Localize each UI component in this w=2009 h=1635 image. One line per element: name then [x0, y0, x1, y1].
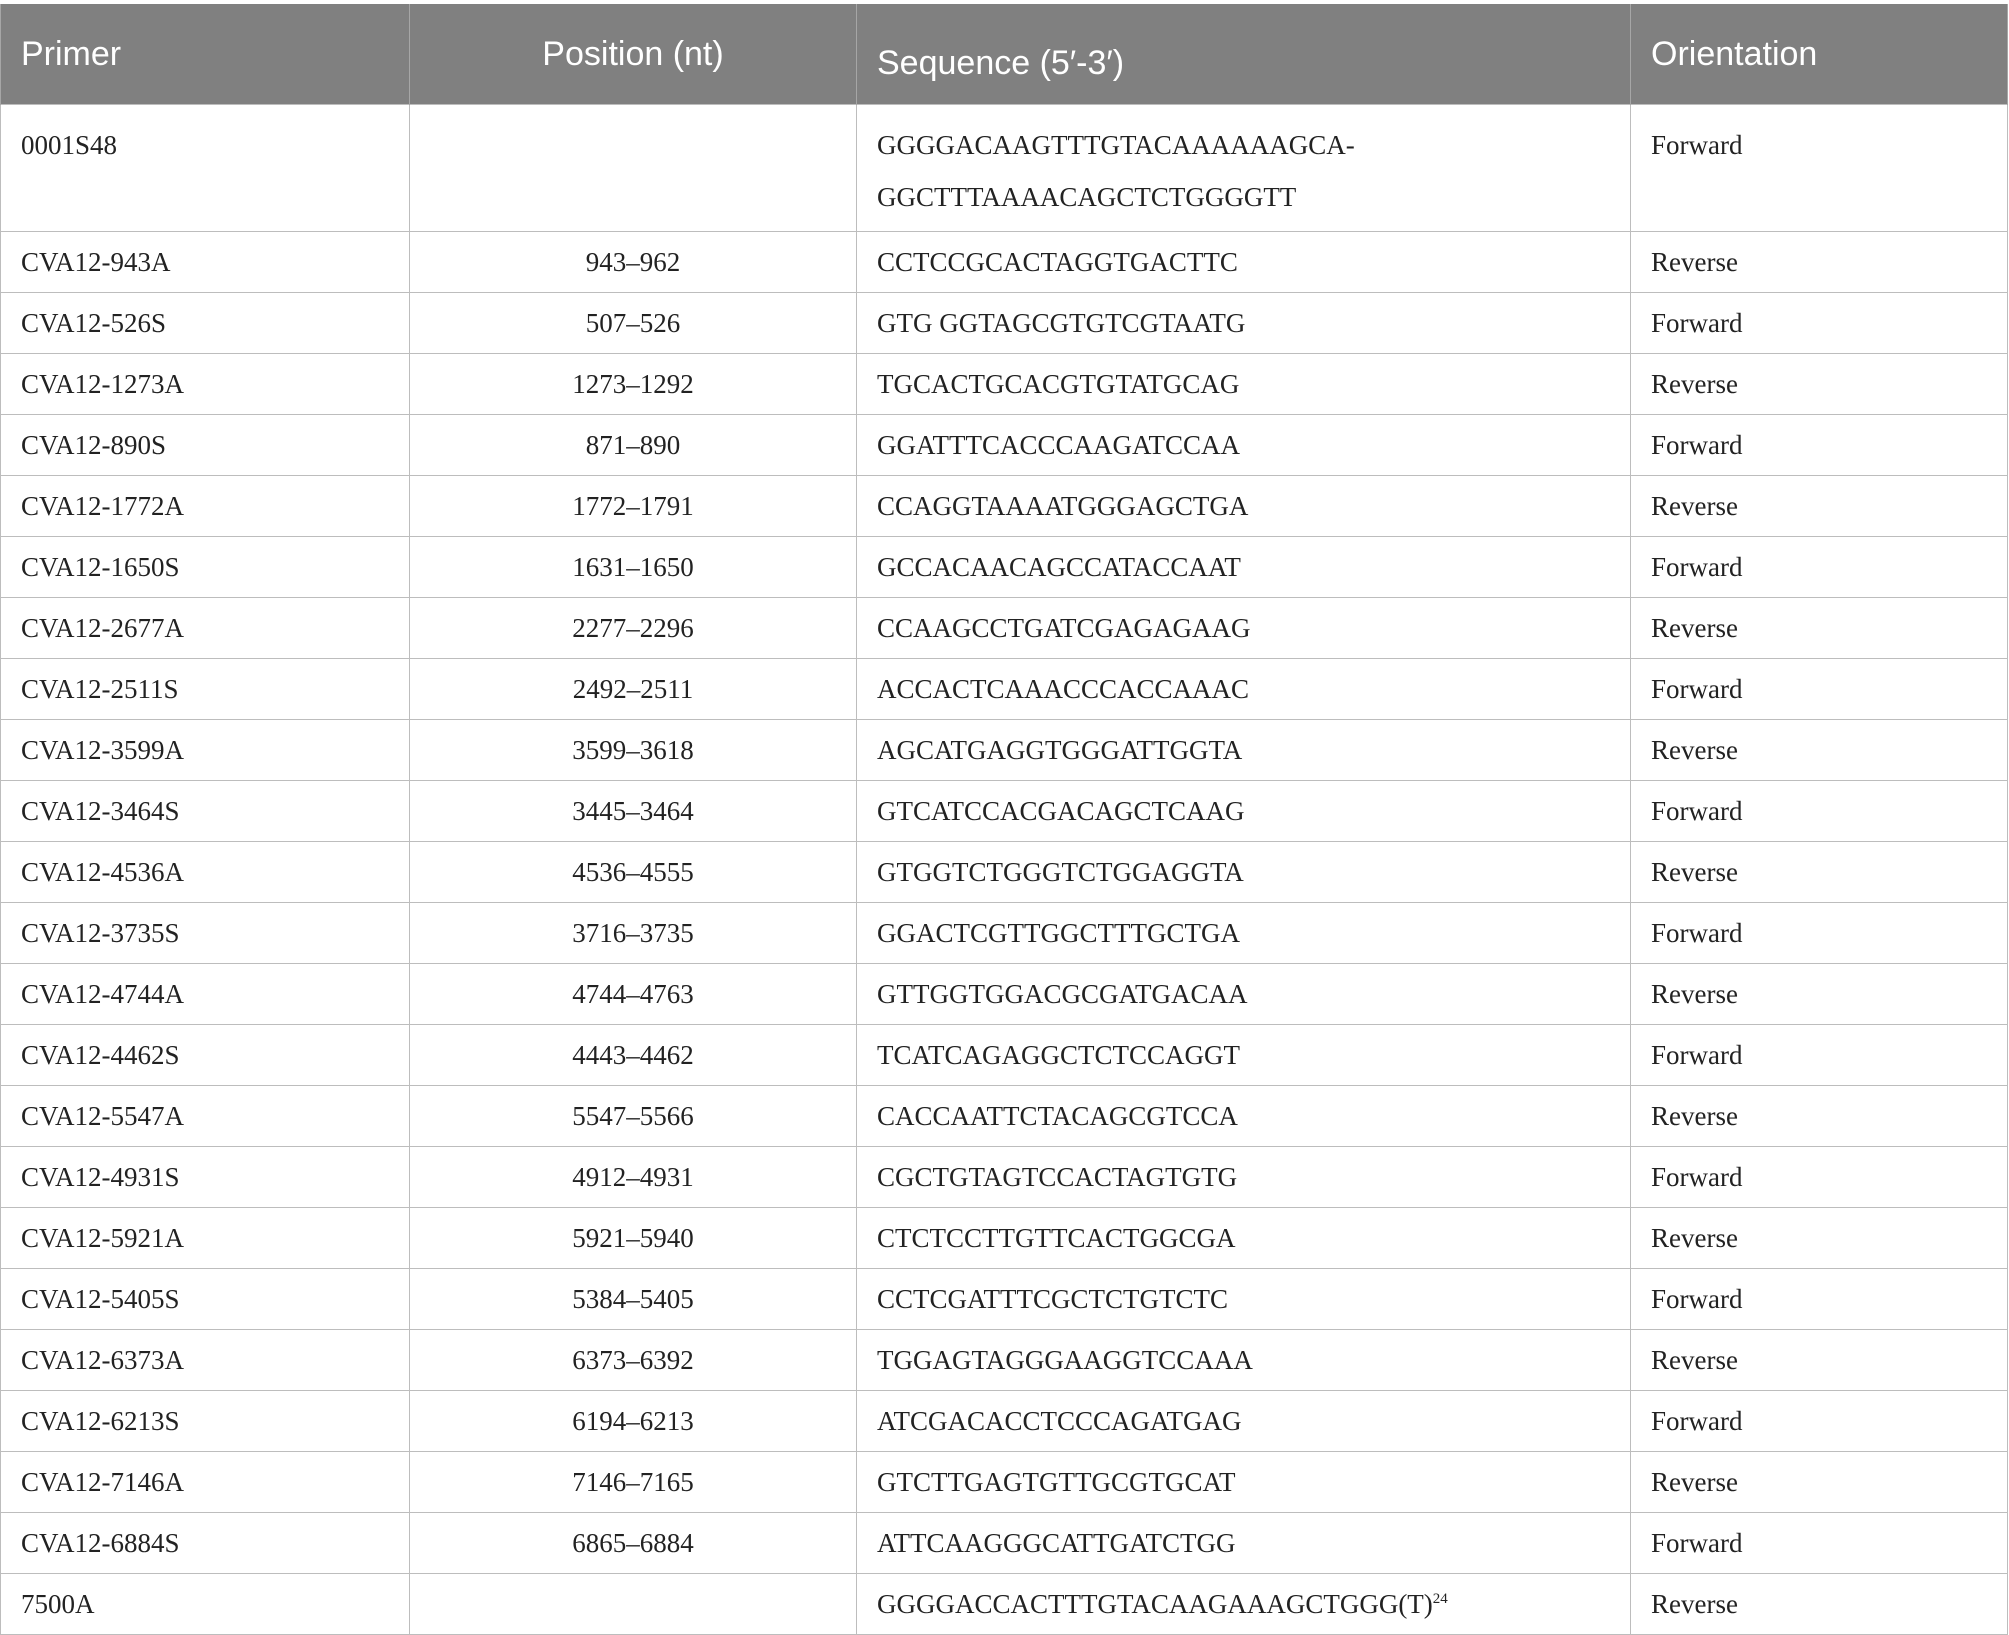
cell-primer: CVA12-7146A: [1, 1452, 410, 1513]
cell-primer: CVA12-943A: [1, 232, 410, 293]
cell-sequence: CACCAATTCTACAGCGTCCA: [857, 1086, 1631, 1147]
table-row: [1, 1208, 2008, 1269]
header-row: [1, 4, 2008, 105]
cell-primer: CVA12-1273A: [1, 354, 410, 415]
cell-orientation: Reverse: [1631, 354, 2008, 415]
cell-orientation: Reverse: [1631, 1574, 2008, 1635]
sequence-line-1: GGGGACAAGTTTGTACAAAAAAGCA-: [877, 130, 1355, 160]
cell-orientation: Reverse: [1631, 1330, 2008, 1391]
cell-sequence: CCTCGATTTCGCTCTGTCTC: [857, 1269, 1631, 1330]
cell-primer: CVA12-5547A: [1, 1086, 410, 1147]
cell-orientation: Reverse: [1631, 232, 2008, 293]
cell-position: 1273–1292: [410, 354, 857, 415]
cell-orientation: Reverse: [1631, 720, 2008, 781]
cell-position: 3599–3618: [410, 720, 857, 781]
cell-primer: CVA12-2677A: [1, 598, 410, 659]
cell-position: 5384–5405: [410, 1269, 857, 1330]
cell-orientation: Forward: [1631, 659, 2008, 720]
cell-orientation: Forward: [1631, 1147, 2008, 1208]
table-row: [1, 105, 2008, 232]
cell-orientation: Forward: [1631, 537, 2008, 598]
cell-position: 4744–4763: [410, 964, 857, 1025]
cell-sequence: CCTCCGCACTAGGTGACTTC: [857, 232, 1631, 293]
cell-position: 871–890: [410, 415, 857, 476]
cell-sequence: GCCACAACAGCCATACCAAT: [857, 537, 1631, 598]
cell-position: 3445–3464: [410, 781, 857, 842]
cell-position: 4443–4462: [410, 1025, 857, 1086]
cell-primer: CVA12-6213S: [1, 1391, 410, 1452]
cell-orientation: Forward: [1631, 1391, 2008, 1452]
table-row: [1, 720, 2008, 781]
header-orientation: Orientation: [1631, 4, 2008, 105]
table-row: [1, 1086, 2008, 1147]
cell-primer: CVA12-1650S: [1, 537, 410, 598]
cell-position: 4912–4931: [410, 1147, 857, 1208]
cell-sequence: CCAAGCCTGATCGAGAGAAG: [857, 598, 1631, 659]
cell-sequence: GTCATCCACGACAGCTCAAG: [857, 781, 1631, 842]
cell-primer: CVA12-2511S: [1, 659, 410, 720]
table-row: [1, 903, 2008, 964]
cell-orientation: Forward: [1631, 781, 2008, 842]
cell-position: 1772–1791: [410, 476, 857, 537]
cell-position: 6373–6392: [410, 1330, 857, 1391]
table-row: [1, 964, 2008, 1025]
table-row: [1, 598, 2008, 659]
cell-sequence: [857, 105, 1631, 232]
header-position: Position (nt): [410, 4, 857, 105]
table-row: [1, 354, 2008, 415]
table-row: [1, 476, 2008, 537]
header-primer: Primer: [1, 4, 410, 105]
cell-sequence: GTG GGTAGCGTGTCGTAATG: [857, 293, 1631, 354]
cell-position: 5921–5940: [410, 1208, 857, 1269]
cell-sequence: [857, 1574, 1631, 1635]
primer-table-container: [0, 4, 2007, 1635]
cell-primer: CVA12-3464S: [1, 781, 410, 842]
table-row: [1, 1513, 2008, 1574]
cell-sequence: GGACTCGTTGGCTTTGCTGA: [857, 903, 1631, 964]
cell-sequence: TCATCAGAGGCTCTCCAGGT: [857, 1025, 1631, 1086]
cell-position: 6194–6213: [410, 1391, 857, 1452]
cell-position: [410, 105, 857, 232]
cell-position: 5547–5566: [410, 1086, 857, 1147]
cell-position: 7146–7165: [410, 1452, 857, 1513]
table-row: [1, 781, 2008, 842]
cell-position: 2277–2296: [410, 598, 857, 659]
cell-primer: CVA12-526S: [1, 293, 410, 354]
cell-sequence: CGCTGTAGTCCACTAGTGTG: [857, 1147, 1631, 1208]
table-row: [1, 1452, 2008, 1513]
cell-orientation: Forward: [1631, 105, 2008, 232]
cell-primer: CVA12-6373A: [1, 1330, 410, 1391]
cell-orientation: Forward: [1631, 1269, 2008, 1330]
table-row: [1, 659, 2008, 720]
table-row: [1, 537, 2008, 598]
cell-position: 1631–1650: [410, 537, 857, 598]
cell-primer: CVA12-4931S: [1, 1147, 410, 1208]
cell-sequence: GTCTTGAGTGTTGCGTGCAT: [857, 1452, 1631, 1513]
cell-primer: CVA12-4744A: [1, 964, 410, 1025]
cell-sequence: ATCGACACCTCCCAGATGAG: [857, 1391, 1631, 1452]
cell-sequence: CTCTCCTTGTTCACTGGCGA: [857, 1208, 1631, 1269]
table-row: [1, 1330, 2008, 1391]
table-row: [1, 1025, 2008, 1086]
table-row: [1, 1269, 2008, 1330]
table-header: [1, 4, 2008, 105]
cell-primer: CVA12-3735S: [1, 903, 410, 964]
cell-orientation: Reverse: [1631, 598, 2008, 659]
cell-primer: CVA12-5405S: [1, 1269, 410, 1330]
cell-position: 6865–6884: [410, 1513, 857, 1574]
cell-primer: CVA12-3599A: [1, 720, 410, 781]
cell-position: 507–526: [410, 293, 857, 354]
table-row: [1, 1574, 2008, 1635]
cell-position: 2492–2511: [410, 659, 857, 720]
cell-orientation: Forward: [1631, 415, 2008, 476]
cell-primer: CVA12-1772A: [1, 476, 410, 537]
cell-primer: CVA12-890S: [1, 415, 410, 476]
cell-sequence: TGGAGTAGGGAAGGTCCAAA: [857, 1330, 1631, 1391]
cell-sequence: AGCATGAGGTGGGATTGGTA: [857, 720, 1631, 781]
cell-primer: 7500A: [1, 1574, 410, 1635]
sequence-line-2: GGCTTTAAAACAGCTCTGGGGTT: [877, 182, 1297, 212]
cell-sequence: GTGGTCTGGGTCTGGAGGTA: [857, 842, 1631, 903]
cell-position: [410, 1574, 857, 1635]
cell-position: 4536–4555: [410, 842, 857, 903]
cell-sequence: CCAGGTAAAATGGGAGCTGA: [857, 476, 1631, 537]
table-row: [1, 232, 2008, 293]
cell-sequence: GTTGGTGGACGCGATGACAA: [857, 964, 1631, 1025]
cell-position: 3716–3735: [410, 903, 857, 964]
cell-orientation: Forward: [1631, 293, 2008, 354]
header-sequence: Sequence (5′-3′): [857, 4, 1631, 105]
cell-sequence: GGATTTCACCCAAGATCCAA: [857, 415, 1631, 476]
cell-orientation: Forward: [1631, 1513, 2008, 1574]
cell-orientation: Reverse: [1631, 1086, 2008, 1147]
table-row: [1, 293, 2008, 354]
cell-sequence: ATTCAAGGGCATTGATCTGG: [857, 1513, 1631, 1574]
table-row: [1, 415, 2008, 476]
cell-orientation: Reverse: [1631, 1208, 2008, 1269]
table-row: [1, 1147, 2008, 1208]
table-row: [1, 1391, 2008, 1452]
cell-primer: 0001S48: [1, 105, 410, 232]
primer-table: [0, 4, 2008, 1635]
cell-orientation: Forward: [1631, 1025, 2008, 1086]
table-body: [1, 105, 2008, 1635]
cell-primer: CVA12-5921A: [1, 1208, 410, 1269]
cell-orientation: Reverse: [1631, 842, 2008, 903]
cell-sequence: TGCACTGCACGTGTATGCAG: [857, 354, 1631, 415]
table-row: [1, 842, 2008, 903]
cell-primer: CVA12-4462S: [1, 1025, 410, 1086]
cell-position: 943–962: [410, 232, 857, 293]
sequence-text: GGGGACCACTTTGTACAAGAAAGCTGGG(T): [877, 1588, 1433, 1619]
cell-orientation: Forward: [1631, 903, 2008, 964]
cell-sequence: ACCACTCAAACCCACCAAAC: [857, 659, 1631, 720]
cell-orientation: Reverse: [1631, 964, 2008, 1025]
cell-orientation: Reverse: [1631, 1452, 2008, 1513]
sequence-superscript: 24: [1432, 1590, 1448, 1607]
cell-primer: CVA12-6884S: [1, 1513, 410, 1574]
cell-primer: CVA12-4536A: [1, 842, 410, 903]
cell-orientation: Reverse: [1631, 476, 2008, 537]
